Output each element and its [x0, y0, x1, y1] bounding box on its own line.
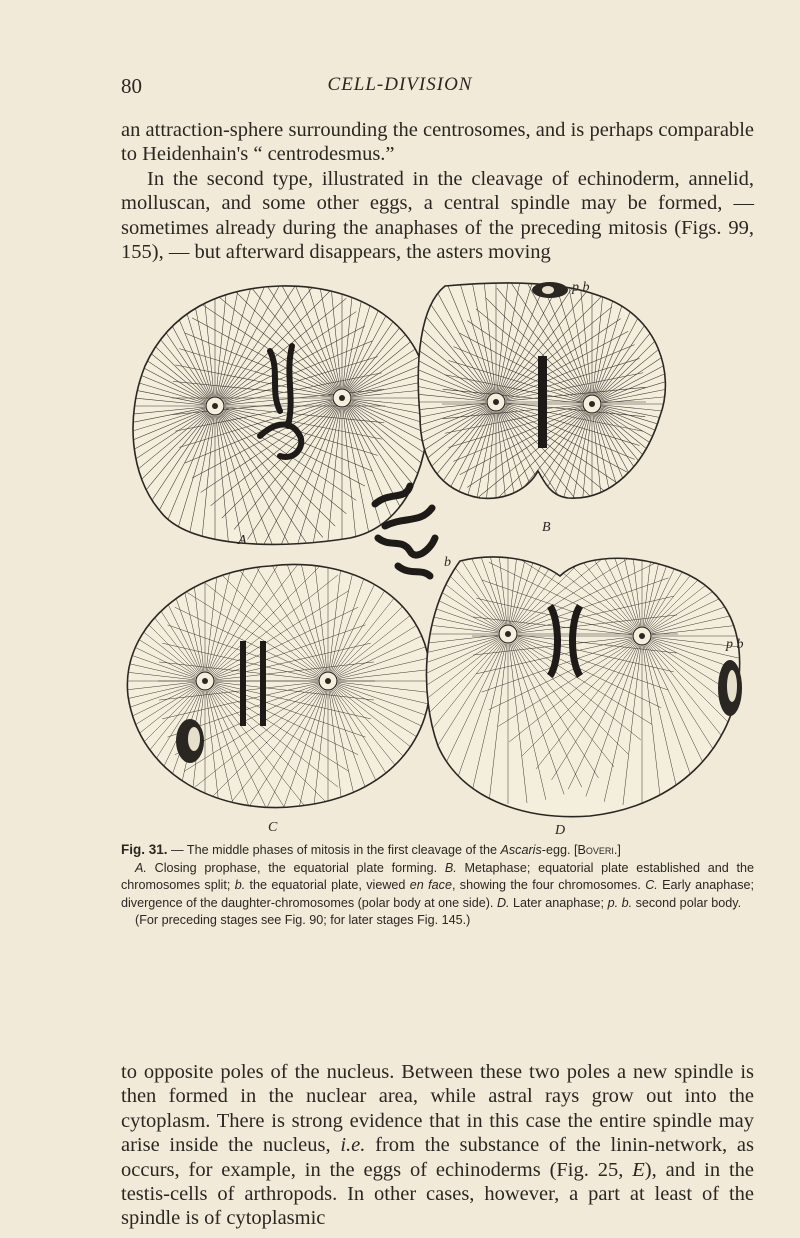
- caption-details: [121, 860, 754, 913]
- caption-author-tail: .]: [613, 843, 621, 857]
- caption-key-c: C.: [645, 878, 658, 892]
- caption-key-pb: p. b.: [607, 895, 633, 910]
- caption-text-pb: second polar body.: [632, 895, 742, 910]
- caption-key-b-small: b.: [234, 878, 246, 892]
- label-pb-right: p b: [726, 637, 744, 652]
- caption-text-b: Metaphase; equatorial plate established and the chromosomes split;: [121, 860, 754, 892]
- body-text-top: [121, 118, 754, 264]
- figure-31: [120, 276, 760, 836]
- para-bottom-part-2: from the substance of the linin-network, as occurs, for example, in the eggs of echinoderms (Fig. 25,: [121, 1134, 754, 1181]
- caption-text-b-small: the equatorial plate, viewed: [245, 878, 410, 892]
- caption-species: Ascaris: [500, 843, 542, 857]
- caption-species-tail: -egg. [: [541, 843, 578, 857]
- label-b-small: b: [444, 555, 451, 570]
- caption-intro: — The middle phases of mitosis in the first cleavage of the: [167, 843, 501, 857]
- paragraph-bottom: [121, 1060, 754, 1231]
- caption-key-b: B.: [444, 860, 457, 875]
- caption-en-face: en face: [409, 878, 452, 892]
- para-bottom-ie: i.e.: [340, 1134, 366, 1157]
- label-c: C: [268, 820, 278, 835]
- label-b: B: [542, 520, 551, 535]
- caption-key-d: D.: [496, 895, 510, 910]
- para-bottom-fig-e: E: [632, 1158, 645, 1181]
- para-bottom-part-3: ), and in the testis-cells of arthropods. In other cases, however, a part at least of the spindle is of cytoplasmic: [121, 1158, 754, 1230]
- caption-text-c: Early anaphase; divergence of the daughter-chromosomes (polar body at one side).: [121, 878, 755, 910]
- caption-text-b-tail: , showing the four chromosomes.: [451, 878, 646, 892]
- mitosis-illustration: [120, 276, 760, 836]
- paragraph-continuation: an attraction-sphere surrounding the centrosomes, and is perhaps comparable to Heidenhain's “ centrodesmus.”: [121, 119, 754, 166]
- caption-author: Boveri: [577, 843, 614, 857]
- running-head: CELL-DIVISION: [327, 74, 473, 95]
- caption-key-a: A.: [135, 860, 147, 875]
- caption-main: [121, 841, 754, 860]
- label-d: D: [555, 823, 566, 836]
- caption-note: (For preceding stages see Fig. 90; for later stages Fig. 145.): [135, 913, 471, 927]
- page-number: 80: [121, 74, 142, 98]
- caption-fig-number: Fig. 31.: [121, 842, 168, 857]
- caption-text-a: Closing prophase, the equatorial plate forming.: [146, 860, 445, 875]
- para-bottom-part-1: to opposite poles of the nucleus. Between these two poles a new spindle is then formed in the nuclear area, while astral rays grow out into the cytoplasm. There is strong evidence that in this case the entire spindle may arise inside the nucleus,: [121, 1061, 754, 1157]
- label-a: A: [238, 533, 247, 548]
- paragraph-second-type: In the second type, illustrated in the cleavage of echinoderm, annelid, molluscan, and some other eggs, a central spindle may be formed, — sometimes already during the anaphases of the preceding mitosis (Figs. 99, 155), — but afterward disappears, the asters moving: [121, 167, 754, 264]
- figure-caption: [121, 841, 754, 930]
- body-text-bottom: [121, 1060, 754, 1231]
- label-pb-top: p b: [572, 280, 590, 295]
- caption-text-d: Later anaphase;: [509, 895, 608, 910]
